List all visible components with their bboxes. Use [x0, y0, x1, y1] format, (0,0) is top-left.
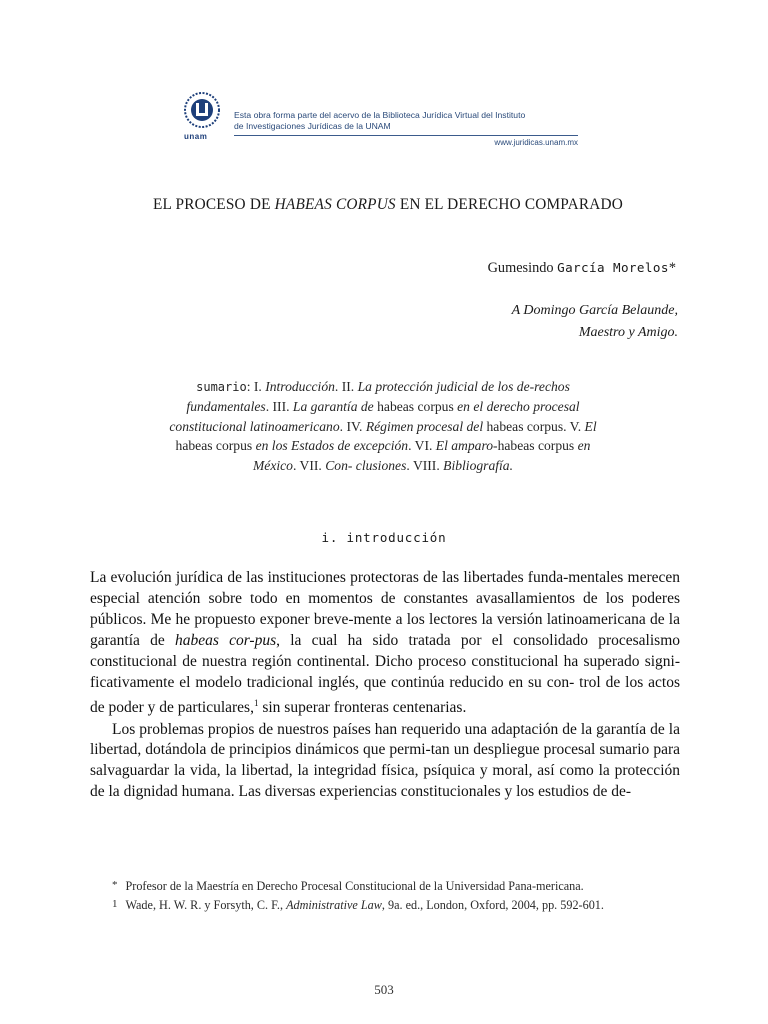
dedication [512, 300, 678, 344]
summary-text: . III. [265, 399, 293, 415]
summary-text: : I. [246, 379, 266, 394]
paragraph-text: , la cual ha sido tratada por el consolidado procesalismo constitucional de nuestra región continental. Dicho proceso constitucional ha superado signi- ficativamente el modelo tradicional inglés, que continúa reducido en su con- trol de los actos de poder y de particulares, [90, 631, 680, 717]
summary-text: habeas corpus [373, 399, 458, 415]
summary-text: . IV. [339, 418, 366, 434]
footnote-1 [90, 896, 680, 915]
paragraph-italic: habeas cor-pus [174, 631, 277, 649]
paragraph-text: La evolución jurídica de las instituciones protectoras de las libertades funda-mentales merecen especial atención sobre todo en momentos de constantes avasallamientos de los poderes públicos. Me he propuesto exponer breve-mente a los lectores la versión latinoamericana de la garantía de [90, 569, 680, 649]
summary-block [154, 377, 612, 475]
section-heading: i. introducción [321, 530, 447, 545]
author-name [488, 260, 676, 277]
summary-text: habeas corpus. V. [483, 418, 585, 434]
library-note-line1: Esta obra forma parte del acervo de la Biblioteca Jurídica Virtual del Instituto [234, 110, 526, 120]
footnote-text: , 9a. ed., London, Oxford, 2004, pp. 592-601. [381, 897, 604, 912]
header-divider [234, 135, 578, 136]
summary-text: . VI. [408, 438, 436, 454]
summary-italic: en el derecho procesal constitucional latinoamericano [169, 399, 580, 434]
article-title [88, 196, 688, 214]
summary-text: . VII. [292, 457, 326, 473]
summary-italic: El [584, 418, 597, 434]
footnotes [90, 877, 680, 914]
footnote-ref[interactable]: 1 [253, 698, 259, 709]
library-note-line2: de Investigaciones Jurídicas de la UNAM [234, 121, 391, 131]
summary-italic: . [509, 457, 514, 473]
paragraph-1 [90, 568, 680, 720]
summary-italic: Con- clusiones [325, 457, 407, 473]
dedication-line1: A Domingo García Belaunde, [511, 303, 678, 318]
summary-italic: Introducción [265, 379, 335, 394]
summary-label: sumario [196, 380, 247, 394]
summary-text: . II. [334, 379, 358, 394]
footnote-italic: Administrative Law [286, 897, 382, 912]
author-first-name: Gumesindo [487, 260, 558, 276]
footnote-mark: 1 [112, 897, 118, 910]
document-header [178, 90, 578, 152]
author-footnote-mark: * [668, 260, 676, 276]
logo-label: unam [184, 132, 208, 141]
paragraph-text: sin superar fronteras centenarias. [258, 699, 467, 717]
title-suffix: EN EL DERECHO COMPARADO [395, 196, 623, 213]
summary-italic: La protección judicial de los de-rechos fundamentales [186, 379, 570, 415]
footnote-text: Wade, H. W. R. y Forsyth, C. F., [125, 897, 287, 912]
footnote-text: Profesor de la Maestría en Derecho Procesal Constitucional de la Universidad Pana-mericana. [125, 879, 584, 893]
author-last-name: García Morelos [557, 260, 669, 275]
summary-text: habeas corpus [175, 438, 256, 454]
body-text [90, 568, 680, 803]
summary-text: . VIII. [406, 457, 444, 473]
summary-italic: en México [252, 438, 591, 473]
summary-italic: en los Estados de excepción [255, 438, 409, 454]
dedication-line2: Maestro y Amigo. [578, 325, 678, 340]
footnote-author [90, 877, 680, 896]
footnote-mark: * [112, 879, 118, 891]
summary-italic: Bibliografía [443, 457, 510, 473]
library-note [234, 110, 579, 132]
page-number: 503 [374, 982, 394, 997]
paragraph-2: Los problemas propios de nuestros países han requerido una adaptación de la garantía de la libertad, dotándola de principios dinámicos que permi-tan un despliegue procesal sumario para salvaguardar la vida, la libertad, la integridad física, psíquica y moral, así como la protección de la dignidad humana. Las diversas experiencias constitucionales y los estudios de de- [90, 720, 680, 801]
summary-italic: Régimen procesal del [365, 418, 484, 434]
summary-text: habeas corpus [497, 438, 578, 454]
header-url-link[interactable]: www.juridicas.unam.mx [494, 138, 578, 147]
title-italic: HABEAS CORPUS [274, 196, 396, 213]
summary-italic: La garantía de [292, 399, 374, 415]
title-prefix: EL PROCESO DE [153, 196, 275, 213]
summary-italic: El amparo- [435, 438, 498, 454]
